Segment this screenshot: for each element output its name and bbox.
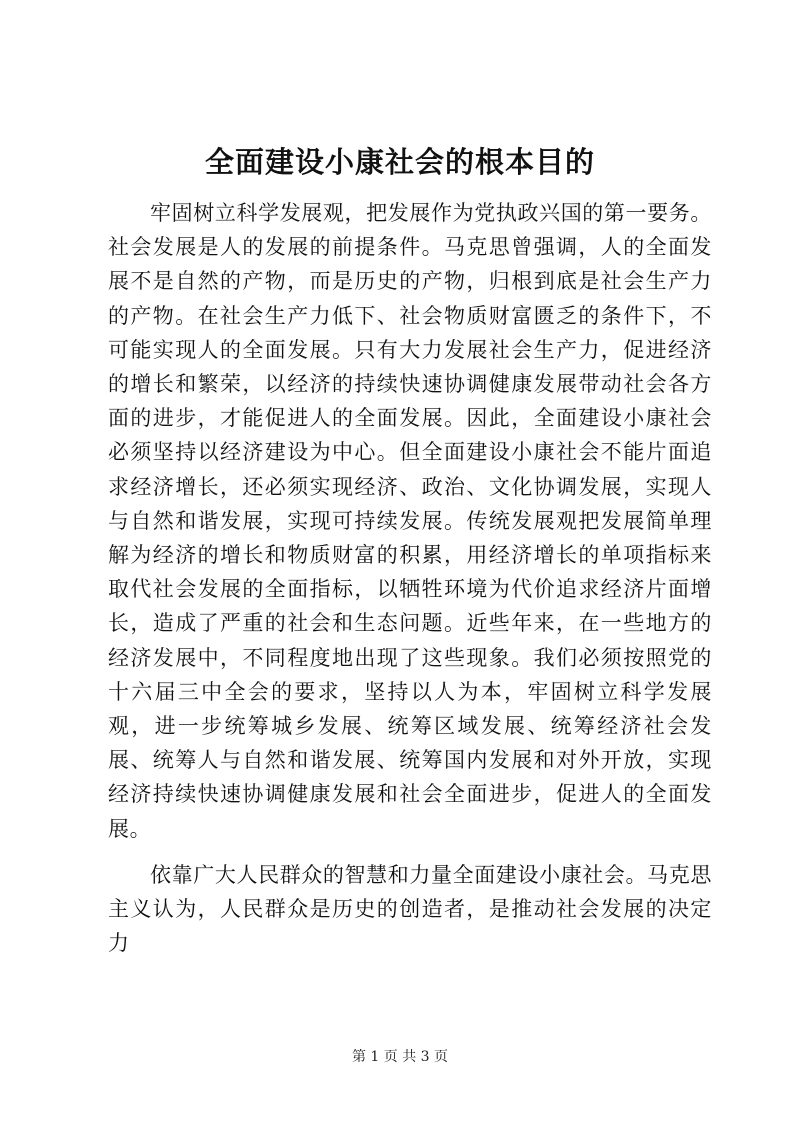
document-body bbox=[108, 196, 712, 960]
page-footer: 第 1 页 共 3 页 bbox=[351, 1049, 449, 1065]
paragraph-2: 依靠广大人民群众的智慧和力量全面建设小康社会。马克思主义认为，人民群众是历史的创造者，是推动社会发展的决定力 bbox=[108, 862, 712, 956]
paragraph-1: 牢固树立科学发展观，把发展作为党执政兴国的第一要务。社会发展是人的发展的前提条件。马克思曾强调，人的全面发展不是自然的产物，而是历史的产物，归根到底是社会生产力的产物。在社会生产力低下、社会物质财富匮乏的条件下，不可能实现人的全面发展。只有大力发展社会生产力，促进经济的增长和繁荣，以经济的持续快速协调健康发展带动社会各方面的进步，才能促进人的全面发展。因此，全面建设小康社会必须坚持以经济建设为中心。但全面建设小康社会不能片面追求经济增长，还必须实现经济、政治、文化协调发展，实现人与自然和谐发展，实现可持续发展。传统发展观把发展简单理解为经济的增长和物质财富的积累，用经济增长的单项指标来取代社会发展的全面指标，以牺牲环境为代价追求经济片面增长，造成了严重的社会和生态问题。近些年来，在一些地方的经济发展中，不同程度地出现了这些现象。我们必须按照党的十六届三中全会的要求，坚持以人为本，牢固树立科学发展观，进一步统筹城乡发展、统筹区域发展、统筹经济社会发展、统筹人与自然和谐发展、统筹国内发展和对外开放，实现经济持续快速协调健康发展和社会全面进步，促进人的全面发展。 bbox=[108, 201, 712, 841]
page-title: 全面建设小康社会的根本目的 bbox=[204, 145, 595, 179]
